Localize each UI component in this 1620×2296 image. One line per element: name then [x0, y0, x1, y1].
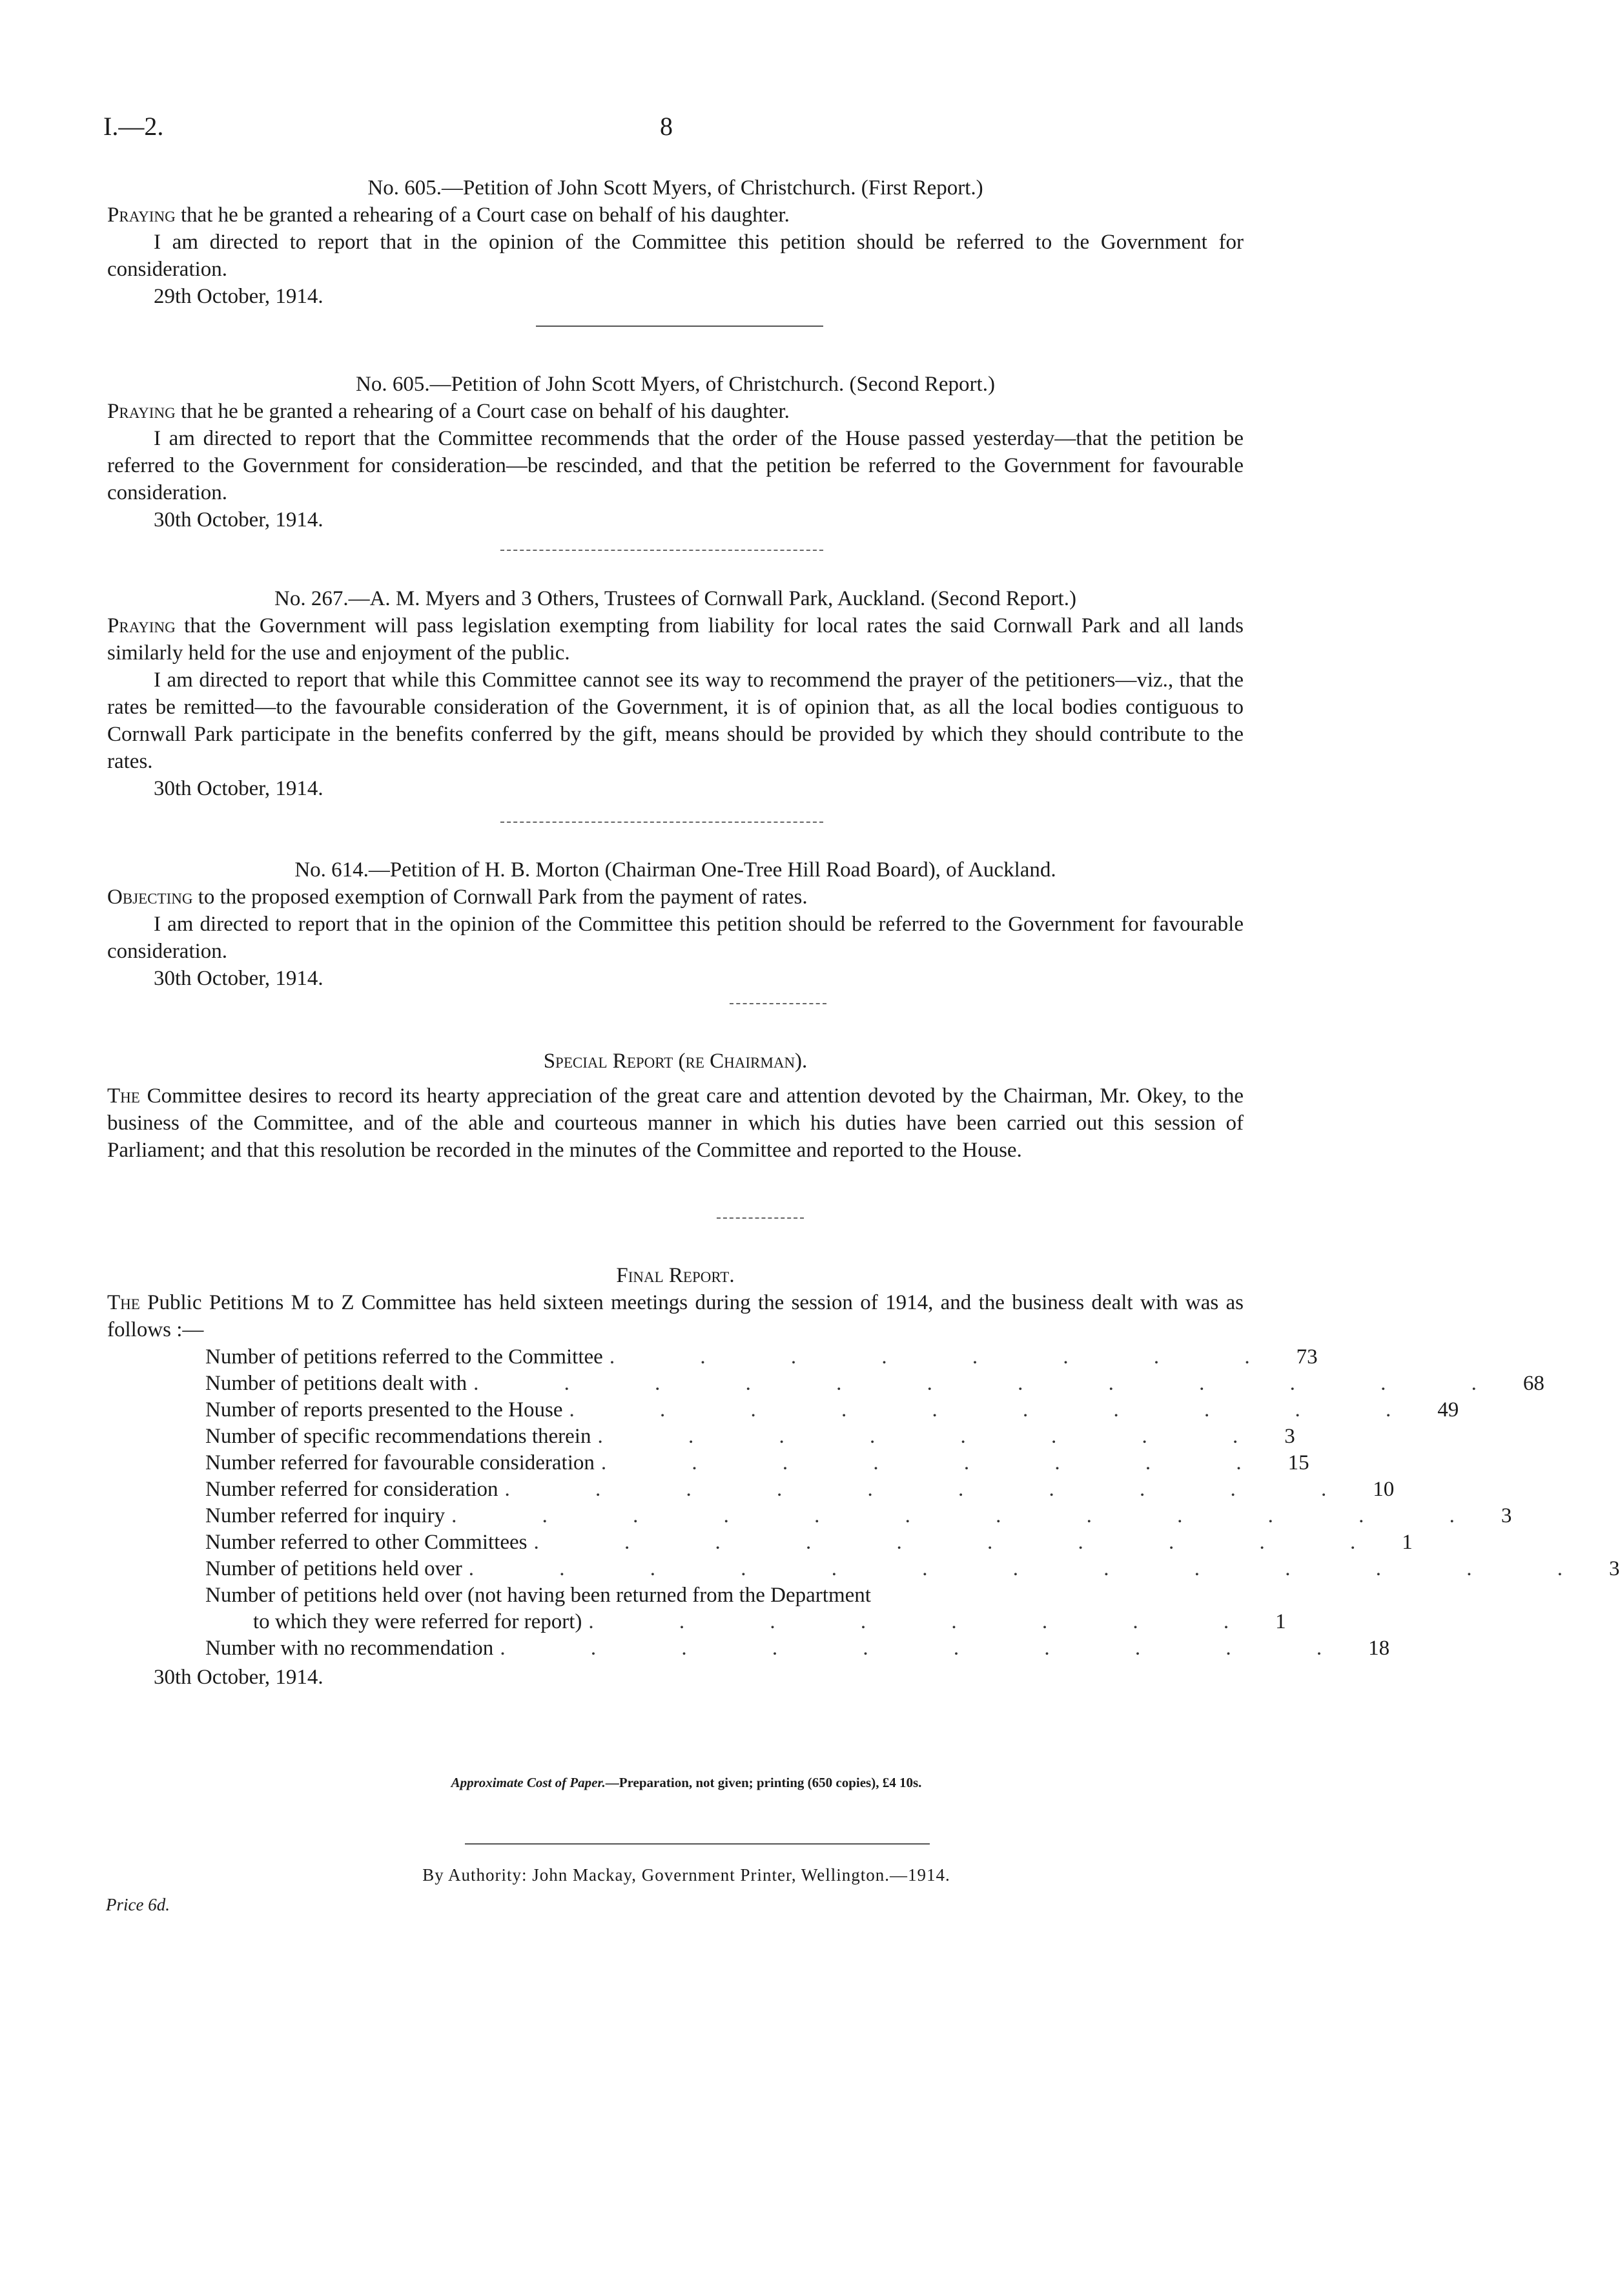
- page-number: 8: [660, 112, 673, 141]
- stat-label: Number of petitions held over (not having been returned from the Department: [205, 1584, 871, 1607]
- cost-of-paper-note: [0, 1775, 1373, 1791]
- price-note: Price 6d.: [106, 1895, 170, 1914]
- stat-label: Number of petitions held over: [205, 1557, 462, 1580]
- stat-label: Number of petitions referred to the Committee: [205, 1345, 603, 1369]
- stat-label: Number of specific recommendations therein: [205, 1425, 591, 1448]
- stat-row: [205, 1502, 1512, 1529]
- report-date: 29th October, 1914.: [154, 285, 323, 308]
- stat-row: [205, 1423, 1295, 1449]
- stat-value: 3: [1501, 1504, 1512, 1527]
- prayer-lead: Praying: [107, 614, 176, 637]
- section-divider: [536, 326, 823, 327]
- stat-leader: . . . . . . . . . . . . .: [468, 1557, 1603, 1580]
- stat-leader: . . . . . . . . . .: [500, 1637, 1362, 1660]
- stat-row-multiline-first: [205, 1582, 1118, 1608]
- prayer-lead: Objecting: [107, 885, 193, 909]
- prayer-text: to the proposed exemption of Cornwall Park from the payment of rates.: [198, 885, 808, 909]
- stat-row: [205, 1343, 1318, 1370]
- stat-label: Number with no recommendation: [205, 1637, 494, 1660]
- stat-label: Number referred for consideration: [205, 1478, 498, 1501]
- report-date: 30th October, 1914.: [154, 1666, 323, 1689]
- stat-row: [205, 1396, 1459, 1423]
- stat-leader: . . . . . . . .: [597, 1425, 1278, 1448]
- stat-row-multiline-second: [205, 1608, 1286, 1635]
- prayer-text: that he be granted a rehearing of a Court case on behalf of his daughter.: [180, 400, 790, 423]
- printer-imprint: By Authority: John Mackay, Government Printer, Wellington.—1914.: [422, 1865, 950, 1885]
- special-report-text: [107, 1082, 1244, 1164]
- cost-text: —Preparation, not given; printing (650 copies), £4 10s.: [605, 1775, 922, 1790]
- stat-value: 15: [1287, 1451, 1309, 1474]
- statistics-table: [205, 1343, 1620, 1661]
- petition-entry: [107, 585, 1244, 802]
- petition-report: I am directed to report that while this Committee cannot see its way to recommend the prayer of the petitioners—viz., that the rates be remitted—to the favourable consideration of the Government, it is of opinion that, as all the local bodies contiguous to Cornwall Park participate in the benefits conferred by the gift, means should be provided by which they should contribute to the rates.: [107, 668, 1244, 773]
- stat-value: 10: [1373, 1478, 1395, 1501]
- report-date: 30th October, 1914.: [154, 777, 323, 800]
- petition-report: I am directed to report that the Committee recommends that the order of the House passed yesterday—that the petition be referred to the Government for consideration—be rescinded, and that the petition be referred to the Government for favourable consideration.: [107, 427, 1244, 504]
- section-divider: [500, 822, 823, 823]
- stat-value: 3: [1609, 1557, 1620, 1580]
- stat-leader: . . . . . . . .: [600, 1451, 1282, 1474]
- stat-value: 73: [1296, 1345, 1318, 1369]
- petition-prayer: [107, 202, 1244, 229]
- stat-row: [205, 1555, 1620, 1582]
- special-report-lead: The: [107, 1084, 140, 1108]
- petition-prayer: [107, 398, 1244, 425]
- stat-value: 1: [1402, 1531, 1413, 1554]
- prayer-text: that the Government will pass legislation exempting from liability for local rates the said Cornwall Park and all lands similarly held for the use and enjoyment of the public.: [107, 614, 1244, 665]
- stat-leader: . . . . . . . . . .: [533, 1531, 1396, 1554]
- stat-row: [205, 1370, 1544, 1396]
- stat-value: 18: [1368, 1637, 1390, 1660]
- stat-value: 68: [1523, 1372, 1544, 1395]
- stat-value: 3: [1284, 1425, 1295, 1448]
- stat-row: [205, 1449, 1309, 1476]
- petition-prayer: [107, 612, 1244, 667]
- prayer-text: that he be granted a rehearing of a Court case on behalf of his daughter.: [180, 203, 790, 227]
- petition-title: No. 605.—Petition of John Scott Myers, of Christchurch. (Second Report.): [356, 373, 995, 396]
- special-report: [107, 1048, 1244, 1164]
- stat-label: Number referred to other Committees: [205, 1531, 528, 1554]
- prayer-lead: Praying: [107, 400, 176, 423]
- final-report-intro-text: Public Petitions M to Z Committee has held sixteen meetings during the session of 1914, and the business dealt with was as follows :—: [107, 1291, 1244, 1341]
- stat-value: 1: [1275, 1610, 1286, 1633]
- petition-entry: [107, 174, 1244, 310]
- paper-code: I.—2.: [103, 112, 164, 141]
- stat-leader: . . . . . . . .: [588, 1610, 1269, 1633]
- final-report-lead: The: [107, 1291, 140, 1314]
- petition-entry: [107, 856, 1244, 992]
- special-report-body: Committee desires to record its hearty appreciation of the great care and attention devoted by the Chairman, Mr. Okey, to the business of the Committee, and of the able and courteous manner in which his duties have been carried out this session of Parliament; and that this resolution be recorded in the minutes of the Committee and reported to the House.: [107, 1084, 1244, 1162]
- final-report-intro: [107, 1289, 1244, 1343]
- petition-title: No. 614.—Petition of H. B. Morton (Chairman One-Tree Hill Road Board), of Auckland.: [294, 858, 1056, 882]
- stat-label: Number of reports presented to the House: [205, 1398, 563, 1422]
- final-report-title: Final Report.: [616, 1264, 735, 1287]
- stat-label-continued: to which they were referred for report): [253, 1610, 582, 1633]
- special-report-title: Special Report (re Chairman).: [543, 1050, 808, 1073]
- section-divider: [500, 550, 823, 551]
- report-date: 30th October, 1914.: [154, 967, 323, 990]
- final-report: [107, 1262, 1620, 1691]
- petition-title: No. 267.—A. M. Myers and 3 Others, Trustees of Cornwall Park, Auckland. (Second Report.): [274, 587, 1076, 610]
- stat-leader: . . . . . . . . . . . .: [473, 1372, 1517, 1395]
- section-divider: [717, 1217, 804, 1219]
- prayer-lead: Praying: [107, 203, 176, 227]
- petition-title: No. 605.—Petition of John Scott Myers, of Christchurch. (First Report.): [367, 176, 983, 200]
- stat-label: Number referred for favourable consideration: [205, 1451, 595, 1474]
- petition-report: I am directed to report that in the opinion of the Committee this petition should be referred to the Government for consideration.: [107, 231, 1244, 281]
- section-divider: [730, 1003, 826, 1004]
- stat-label: Number of petitions dealt with: [205, 1372, 467, 1395]
- stat-row: [205, 1529, 1413, 1555]
- stat-row: [205, 1476, 1395, 1502]
- cost-label: Approximate Cost of Paper.: [451, 1775, 606, 1790]
- stat-value: 49: [1437, 1398, 1459, 1422]
- stat-label: Number referred for inquiry: [205, 1504, 446, 1527]
- petition-entry: [107, 371, 1244, 533]
- report-date: 30th October, 1914.: [154, 508, 323, 532]
- petition-prayer: [107, 884, 1244, 911]
- petition-report: I am directed to report that in the opinion of the Committee this petition should be referred to the Government for favourable consideration.: [107, 913, 1244, 963]
- stat-leader: . . . . . . . . . . . .: [451, 1504, 1495, 1527]
- stat-leader: . . . . . . . . . .: [504, 1478, 1367, 1501]
- stat-row: [205, 1635, 1390, 1661]
- stat-leader: . . . . . . . .: [609, 1345, 1290, 1369]
- stat-leader: . . . . . . . . . .: [569, 1398, 1431, 1422]
- footer-divider: [465, 1843, 930, 1845]
